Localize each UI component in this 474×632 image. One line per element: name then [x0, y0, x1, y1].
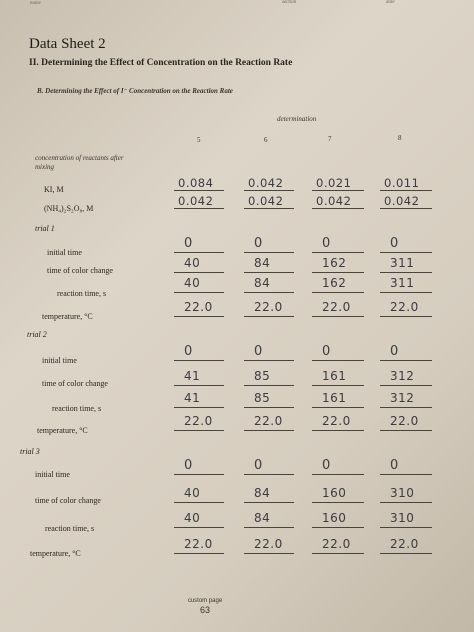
handwritten-value: 0 — [184, 458, 193, 473]
handwritten-value: 162 — [322, 276, 347, 290]
answer-underline — [174, 474, 224, 475]
page-title: Data Sheet 2 — [29, 36, 106, 52]
answer-underline — [312, 385, 364, 386]
handwritten-value: 0 — [184, 344, 193, 359]
answer-underline — [244, 385, 294, 386]
handwritten-value: 22.0 — [390, 300, 419, 314]
answer-underline — [312, 292, 364, 293]
answer-underline — [244, 527, 294, 528]
handwritten-value: 40 — [184, 276, 201, 290]
handwritten-value: 22.0 — [322, 300, 351, 314]
answer-underline — [244, 407, 294, 408]
handwritten-value: 40 — [184, 486, 201, 500]
handwritten-value: 0 — [254, 236, 263, 251]
column-number: 6 — [264, 136, 268, 144]
row-label: initial time — [35, 470, 70, 479]
handwritten-value: 311 — [390, 276, 415, 290]
answer-underline — [380, 316, 432, 317]
date-label: date — [386, 0, 395, 5]
row-label: time of color change — [47, 266, 113, 275]
handwritten-value: 161 — [322, 369, 347, 383]
handwritten-value: 85 — [254, 369, 271, 383]
footer-custom-page: custom page — [187, 598, 223, 604]
answer-underline — [312, 502, 364, 503]
row-label: initial time — [47, 248, 82, 257]
handwritten-value: 41 — [184, 391, 201, 405]
concentration-label: concentration of reactants after — [35, 154, 124, 162]
answer-underline — [380, 272, 432, 273]
handwritten-value: 41 — [184, 369, 201, 383]
answer-underline — [312, 316, 364, 317]
subsection-heading: B. Determining the Effect of I⁻ Concentration on the Reaction Rate — [37, 87, 233, 95]
handwritten-value: 0 — [254, 344, 263, 359]
handwritten-value: 85 — [254, 391, 271, 405]
answer-underline — [244, 360, 294, 361]
handwritten-value: 0.042 — [384, 194, 420, 208]
answer-underline — [174, 553, 224, 554]
trial-label: trial 1 — [35, 224, 55, 233]
row-label: reaction time, s — [57, 289, 107, 298]
handwritten-value: 0.021 — [316, 176, 352, 190]
answer-underline — [380, 553, 432, 554]
answer-underline — [312, 190, 364, 191]
handwritten-value: 0 — [322, 236, 331, 251]
handwritten-value: 0.042 — [178, 194, 214, 208]
determination-label: determination — [277, 115, 317, 123]
handwritten-value: 84 — [254, 511, 271, 525]
answer-underline — [380, 208, 432, 209]
section-heading: II. Determining the Effect of Concentration on the Reaction Rate — [29, 58, 293, 68]
answer-underline — [312, 474, 364, 475]
answer-underline — [174, 292, 224, 293]
row-label: initial time — [42, 356, 77, 365]
handwritten-value: 84 — [254, 256, 271, 270]
answer-underline — [244, 474, 294, 475]
row-label: reaction time, s — [52, 404, 102, 413]
handwritten-value: 22.0 — [390, 537, 419, 551]
answer-underline — [380, 385, 432, 386]
answer-underline — [174, 527, 224, 528]
answer-underline — [380, 252, 432, 253]
answer-underline — [244, 252, 294, 253]
answer-underline — [244, 292, 294, 293]
handwritten-value: 22.0 — [254, 414, 283, 428]
answer-underline — [380, 360, 432, 361]
answer-underline — [244, 430, 294, 431]
column-number: 8 — [398, 134, 402, 142]
row-label: temperature, °C — [30, 549, 81, 558]
answer-underline — [174, 252, 224, 253]
answer-underline — [312, 407, 364, 408]
handwritten-value: 22.0 — [254, 537, 283, 551]
handwritten-value: 310 — [390, 486, 415, 500]
handwritten-value: 0 — [322, 344, 331, 359]
handwritten-value: 161 — [322, 391, 347, 405]
answer-underline — [244, 190, 294, 191]
handwritten-value: 311 — [390, 256, 415, 270]
handwritten-value: 310 — [390, 511, 415, 525]
row-label: time of color change — [35, 496, 101, 505]
answer-underline — [312, 430, 364, 431]
handwritten-value: 22.0 — [322, 537, 351, 551]
handwritten-value: 22.0 — [184, 414, 213, 428]
handwritten-value: 160 — [322, 511, 347, 525]
answer-underline — [244, 553, 294, 554]
answer-underline — [244, 316, 294, 317]
handwritten-value: 0.042 — [316, 194, 352, 208]
answer-underline — [174, 316, 224, 317]
answer-underline — [380, 474, 432, 475]
handwritten-value: 22.0 — [254, 300, 283, 314]
handwritten-value: 40 — [184, 256, 201, 270]
answer-underline — [312, 360, 364, 361]
handwritten-value: 0.042 — [248, 194, 284, 208]
footer-page-number: 63 — [199, 605, 210, 615]
column-number: 7 — [328, 135, 332, 143]
answer-underline — [244, 208, 294, 209]
answer-underline — [380, 430, 432, 431]
handwritten-value: 22.0 — [184, 300, 213, 314]
answer-underline — [312, 208, 364, 209]
handwritten-value: 0 — [254, 458, 263, 473]
answer-underline — [380, 190, 432, 191]
answer-underline — [312, 527, 364, 528]
row-label: reaction time, s — [45, 524, 95, 533]
answer-underline — [312, 252, 364, 253]
answer-underline — [244, 272, 294, 273]
answer-underline — [174, 272, 224, 273]
handwritten-value: 22.0 — [390, 414, 419, 428]
handwritten-value: 84 — [254, 486, 271, 500]
answer-underline — [312, 553, 364, 554]
answer-underline — [380, 292, 432, 293]
ki-label: KI, M — [44, 185, 64, 194]
handwritten-value: 162 — [322, 256, 347, 270]
answer-underline — [174, 385, 224, 386]
section-label: section — [282, 0, 297, 5]
answer-underline — [312, 272, 364, 273]
handwritten-value: 0 — [390, 458, 399, 473]
handwritten-value: 0.084 — [178, 176, 214, 190]
handwritten-value: 0 — [390, 236, 399, 251]
answer-underline — [174, 502, 224, 503]
answer-underline — [380, 527, 432, 528]
answer-underline — [174, 430, 224, 431]
handwritten-value: 312 — [390, 369, 415, 383]
handwritten-value: 0.011 — [384, 176, 420, 190]
handwritten-value: 0.042 — [248, 176, 284, 190]
trial-label: trial 3 — [20, 447, 40, 456]
handwritten-value: 84 — [254, 276, 271, 290]
name-label: name — [30, 1, 41, 6]
handwritten-value: 312 — [390, 391, 415, 405]
handwritten-value: 22.0 — [322, 414, 351, 428]
column-number: 5 — [197, 136, 201, 144]
answer-underline — [174, 190, 224, 191]
row-label: time of color change — [42, 379, 108, 388]
answer-underline — [174, 407, 224, 408]
nh4-label: (NH₄)₂S₂O₈, M — [44, 204, 94, 213]
handwritten-value: 0 — [390, 344, 399, 359]
trial-label: trial 2 — [27, 330, 47, 339]
row-label: temperature, °C — [37, 426, 88, 435]
handwritten-value: 40 — [184, 511, 201, 525]
answer-underline — [380, 407, 432, 408]
answer-underline — [380, 502, 432, 503]
handwritten-value: 160 — [322, 486, 347, 500]
answer-underline — [244, 502, 294, 503]
answer-underline — [174, 360, 224, 361]
concentration-label-cont: mixing — [35, 163, 55, 171]
handwritten-value: 0 — [184, 236, 193, 251]
handwritten-value: 0 — [322, 458, 331, 473]
answer-underline — [174, 208, 224, 209]
row-label: temperature, °C — [42, 312, 93, 321]
handwritten-value: 22.0 — [184, 537, 213, 551]
